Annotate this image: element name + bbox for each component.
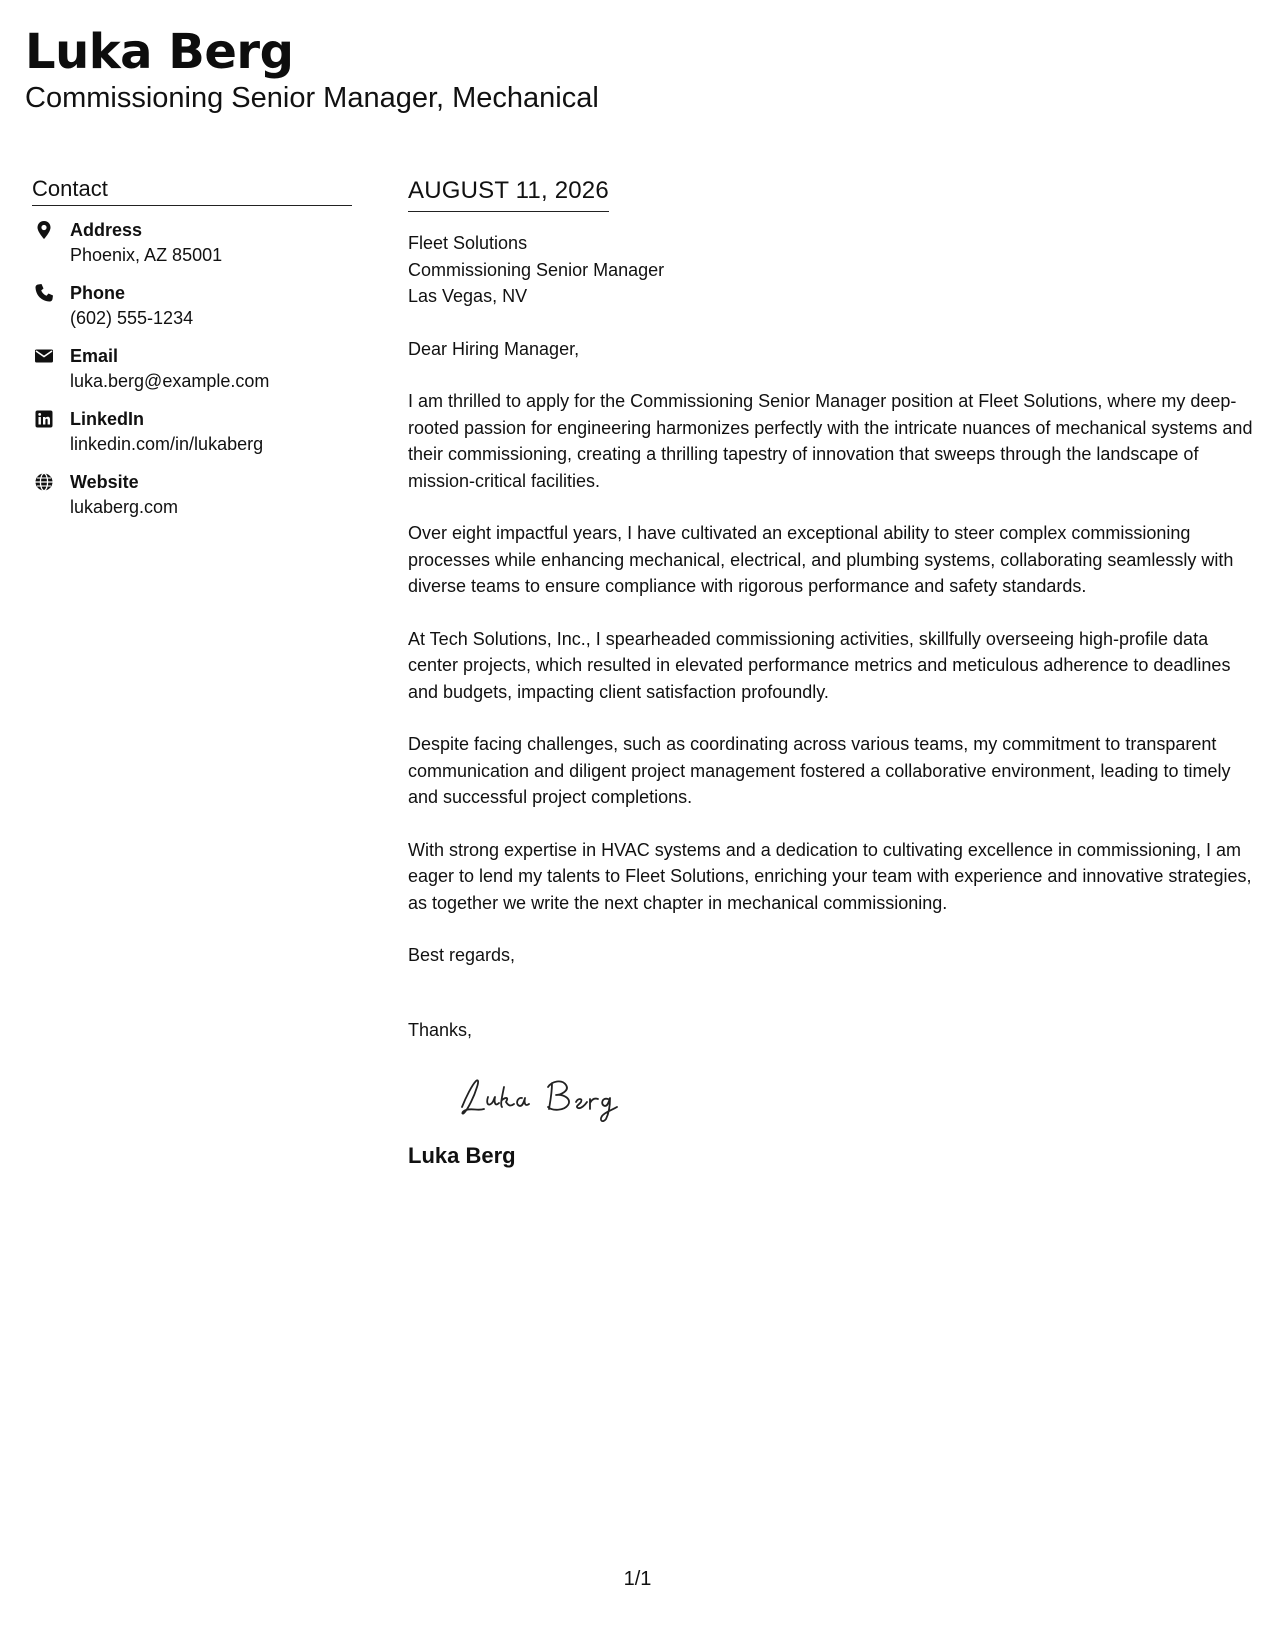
applicant-title: Commissioning Senior Manager, Mechanical [25, 82, 599, 114]
contact-sidebar [32, 175, 352, 533]
contact-linkedin [32, 407, 352, 470]
page-number: 1/1 [623, 1568, 652, 1590]
contact-label: LinkedIn [70, 409, 145, 429]
recipient-block [408, 230, 1254, 310]
globe-icon [34, 472, 54, 492]
contact-address [32, 218, 352, 281]
applicant-name: Luka Berg [25, 24, 294, 80]
body-paragraph: With strong expertise in HVAC systems and a dedication to cultivating excellence in commissioning, I am eager to lend my talents to Fleet Solutions, enriching your team with experience and innovative strategies, as together we write the next chapter in mechanical commissioning. [408, 839, 1252, 913]
contact-value: Phoenix, AZ 85001 [70, 245, 223, 265]
recipient-position: Commissioning Senior Manager [408, 259, 665, 280]
recipient-company: Fleet Solutions [408, 233, 528, 253]
contact-label: Address [70, 220, 143, 240]
salutation: Dear Hiring Manager, [408, 338, 580, 359]
contact-value[interactable]: lukaberg.com [70, 497, 179, 517]
contact-value[interactable]: linkedin.com/in/lukaberg [70, 434, 264, 454]
body-paragraph: Despite facing challenges, such as coordinating across various teams, my commitment to transparent communication and diligent project management fostered a collaborative environment, leading to timely and successful project completions. [408, 734, 1231, 807]
contact-email [32, 344, 352, 407]
contact-phone [32, 281, 352, 344]
closing: Best regards, [408, 945, 516, 965]
thanks-line: Thanks, [408, 1019, 473, 1040]
signed-name: Luka Berg [408, 1143, 516, 1168]
body-paragraph: At Tech Solutions, Inc., I spearheaded commissioning activities, skillfully overseeing high-profile data center projects, which resulted in elevated performance metrics and meticulous adherence to deadlines and budgets, impacting client satisfaction profoundly. [408, 628, 1231, 702]
linkedin-icon [34, 409, 54, 429]
contact-heading: Contact [32, 175, 352, 206]
signature-image [452, 1067, 652, 1127]
letter-date: AUGUST 11, 2026 [408, 175, 609, 212]
contact-label: Phone [70, 283, 126, 303]
phone-icon [34, 283, 54, 303]
contact-value: (602) 555-1234 [70, 308, 194, 328]
contact-website [32, 470, 352, 533]
envelope-icon [34, 346, 54, 366]
cover-letter-body [408, 175, 1254, 1171]
contact-value[interactable]: luka.berg@example.com [70, 371, 270, 391]
handwritten-signature [452, 1067, 1254, 1127]
location-pin-icon [34, 220, 54, 240]
body-paragraph: I am thrilled to apply for the Commissioning Senior Manager position at Fleet Solutions, where my deep-rooted passion for engineering harmonizes perfectly with the intricate nuances of mechanical systems and their commissioning, creating a thrilling tapestry of innovation that sweeps through the landscape of mission-critical facilities. [408, 391, 1253, 491]
body-paragraph: Over eight impactful years, I have cultivated an exceptional ability to steer complex commissioning processes while enhancing mechanical, electrical, and plumbing systems, collaborating seamlessly with diverse teams to ensure compliance with rigorous performance and safety standards. [408, 523, 1234, 596]
recipient-location: Las Vegas, NV [408, 286, 528, 306]
contact-label: Email [70, 346, 119, 366]
contact-label: Website [70, 472, 139, 492]
